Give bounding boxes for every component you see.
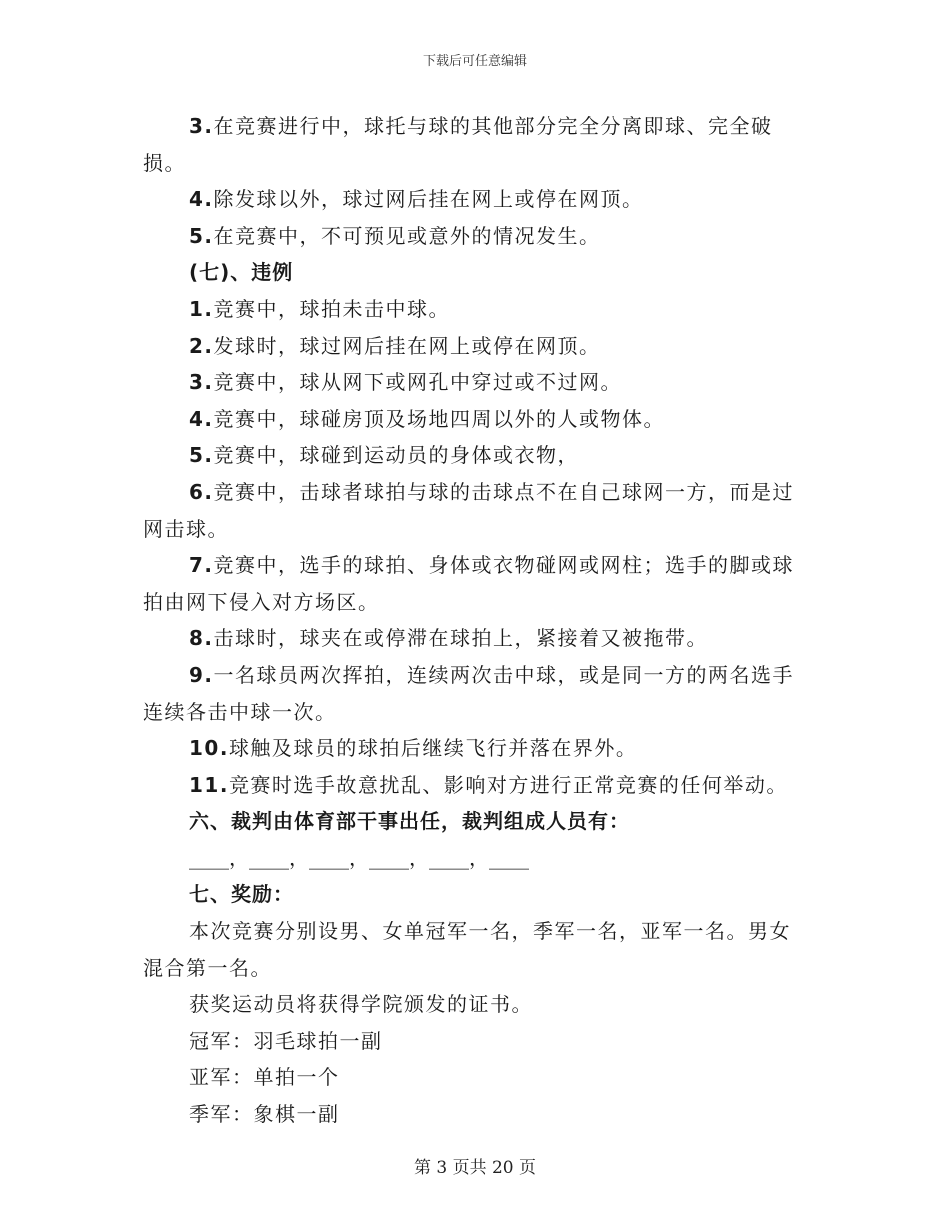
list-item: 5.在竞赛中，不可预见或意外的情况发生。 [189, 223, 601, 248]
paragraph: 获奖运动员将获得学院颁发的证书。 [189, 992, 533, 1017]
list-item: 9.一名球员两次挥拍，连续两次击中球，或是同一方的两名选手连续各击中球一次。 [143, 662, 795, 724]
list-item: 2.发球时，球过网后挂在网上或停在网顶。 [189, 333, 601, 358]
list-item: 1.竞赛中，球拍未击中球。 [189, 296, 451, 321]
referee-blanks: ____，____，____，____，____，____ [189, 845, 529, 870]
list-item: 5.竞赛中，球碰到运动员的身体或衣物， [189, 443, 580, 468]
section-heading-violations: (七)、违例 [189, 260, 294, 285]
paragraph: 季军：象棋一副 [189, 1102, 340, 1127]
list-item: 3.竞赛中，球从网下或网孔中穿过或不过网。 [189, 370, 623, 395]
list-item: 4.竞赛中，球碰房顶及场地四周以外的人或物体。 [189, 406, 666, 431]
page-header: 下载后可任意编辑 [422, 54, 527, 69]
section-heading-awards: 七、奖励： [189, 882, 294, 907]
section-heading-referees: 六、裁判由体育部干事出任，裁判组成人员有： [189, 809, 630, 834]
page-footer: 第 3 页共 20 页 [413, 1158, 537, 1178]
paragraph: 冠军：羽毛球拍一副 [189, 1028, 383, 1053]
list-item: 6.竞赛中，击球者球拍与球的击球点不在自己球网一方，而是过网击球。 [143, 479, 795, 541]
list-item: 4.除发球以外，球过网后挂在网上或停在网顶。 [189, 187, 644, 212]
list-item: 8.击球时，球夹在或停滞在球拍上，紧接着又被拖带。 [189, 626, 709, 651]
list-item: 7.竞赛中，选手的球拍、身体或衣物碰网或网柱；选手的脚或球拍由网下侵入对方场区。 [143, 553, 795, 614]
list-item: 3.在竞赛进行中，球托与球的其他部分完全分离即球、完全破损。 [143, 114, 773, 175]
list-item: 11.竞赛时选手故意扰乱、影响对方进行正常竞赛的任何举动。 [189, 772, 788, 797]
document-body [143, 108, 811, 1133]
paragraph: 本次竞赛分别设男、女单冠军一名，季军一名，亚军一名。男女混合第一名。 [143, 919, 791, 980]
paragraph: 亚军：单拍一个 [189, 1065, 340, 1090]
list-item: 10.球触及球员的球拍后继续飞行并落在界外。 [189, 736, 638, 761]
